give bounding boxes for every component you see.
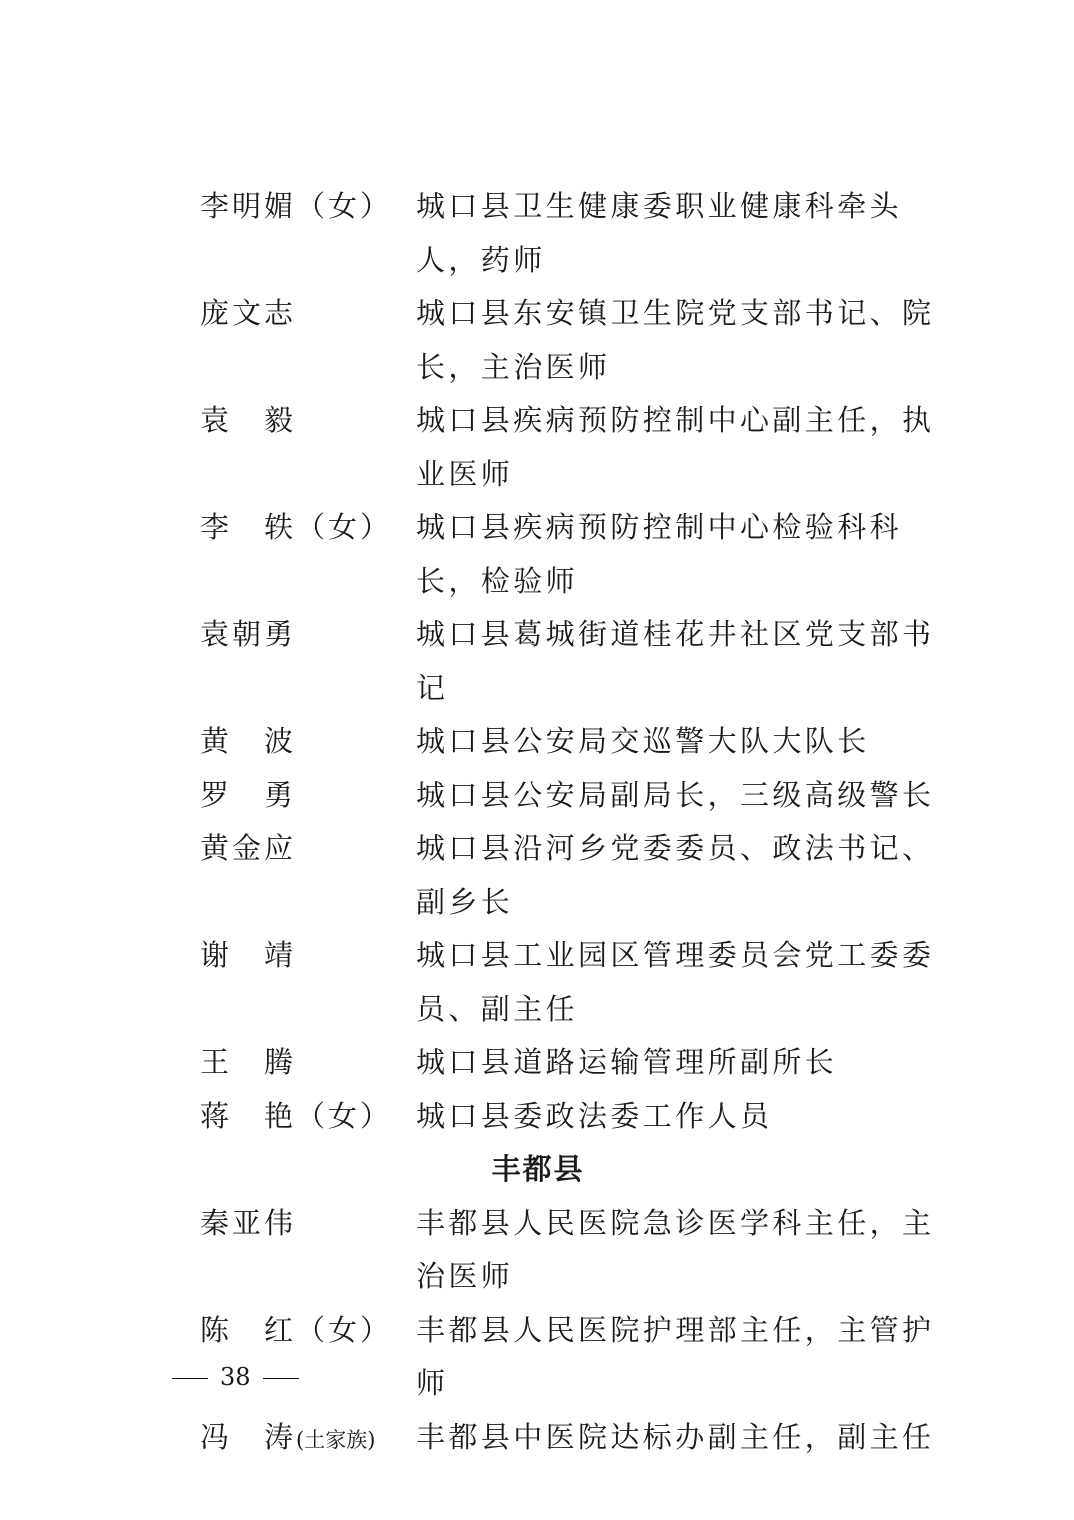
roster-entry xyxy=(200,1090,960,1144)
person-position: 城口县东安镇卫生院党支部书记、院长，主治医师 xyxy=(416,296,935,384)
person-note: (土家族) xyxy=(296,1427,376,1452)
person-name: 黄 波 xyxy=(200,724,297,758)
person-note: （女） xyxy=(296,1312,393,1347)
person-position: 城口县卫生健康委职业健康科牵头人，药师 xyxy=(416,189,903,277)
person-position: 城口县道路运输管理所副所长 xyxy=(416,1045,838,1079)
person-note: （女） xyxy=(296,1098,393,1133)
person-position: 城口县公安局副局长，三级高级警长 xyxy=(416,777,935,812)
roster-entry xyxy=(200,287,960,394)
page-number: 38 xyxy=(220,1363,251,1391)
roster-entry xyxy=(200,1411,960,1468)
roster-list xyxy=(200,180,960,1467)
roster-entry xyxy=(200,501,960,608)
person-name: 李明媚 xyxy=(200,189,297,223)
roster-entry xyxy=(200,1036,960,1090)
person-position: 城口县委政法委工作人员 xyxy=(416,1098,773,1133)
person-name: 蒋 艳 xyxy=(200,1098,297,1133)
person-name: 冯 涛 xyxy=(200,1419,297,1454)
person-name: 王 腾 xyxy=(200,1045,297,1079)
person-name: 陈 红 xyxy=(200,1312,297,1347)
person-position: 城口县疾病预防控制中心副主任，执业医师 xyxy=(416,403,935,491)
person-position: 城口县公安局交巡警大队大队长 xyxy=(416,724,870,758)
footer-dash-left xyxy=(172,1378,208,1379)
person-note: （女） xyxy=(296,189,393,223)
person-name: 黄金应 xyxy=(200,831,297,865)
person-name: 李 轶 xyxy=(200,510,297,544)
person-note: （女） xyxy=(296,510,393,544)
roster-entry xyxy=(200,608,960,715)
page-footer xyxy=(160,1360,311,1394)
footer-dash-right xyxy=(263,1378,299,1379)
person-name: 袁 毅 xyxy=(200,403,297,437)
person-position: 城口县工业园区管理委员会党工委委员、副主任 xyxy=(416,938,935,1026)
person-name: 庞文志 xyxy=(200,296,297,330)
roster-entry xyxy=(200,769,960,823)
roster-entry xyxy=(200,1197,960,1304)
section-heading: 丰都县 xyxy=(491,1152,585,1186)
person-position: 城口县葛城街道桂花井社区党支部书记 xyxy=(416,617,935,705)
roster-entry xyxy=(200,715,960,769)
person-position: 丰都县中医院达标办副主任，副主任 xyxy=(416,1419,935,1454)
person-name: 谢 靖 xyxy=(200,938,297,972)
person-position: 城口县沿河乡党委委员、政法书记、副乡长 xyxy=(416,831,935,919)
person-position: 城口县疾病预防控制中心检验科科长，检验师 xyxy=(416,510,903,598)
roster-entry xyxy=(200,929,960,1036)
person-name: 袁朝勇 xyxy=(200,617,297,651)
person-name: 秦亚伟 xyxy=(200,1205,297,1240)
person-position: 丰都县人民医院急诊医学科主任，主治医师 xyxy=(416,1205,935,1293)
roster-entry xyxy=(200,180,960,287)
roster-entry xyxy=(200,822,960,929)
roster-entry xyxy=(200,1304,960,1411)
person-position: 丰都县人民医院护理部主任，主管护师 xyxy=(416,1312,935,1400)
person-name: 罗 勇 xyxy=(200,777,297,812)
roster-entry xyxy=(200,394,960,501)
